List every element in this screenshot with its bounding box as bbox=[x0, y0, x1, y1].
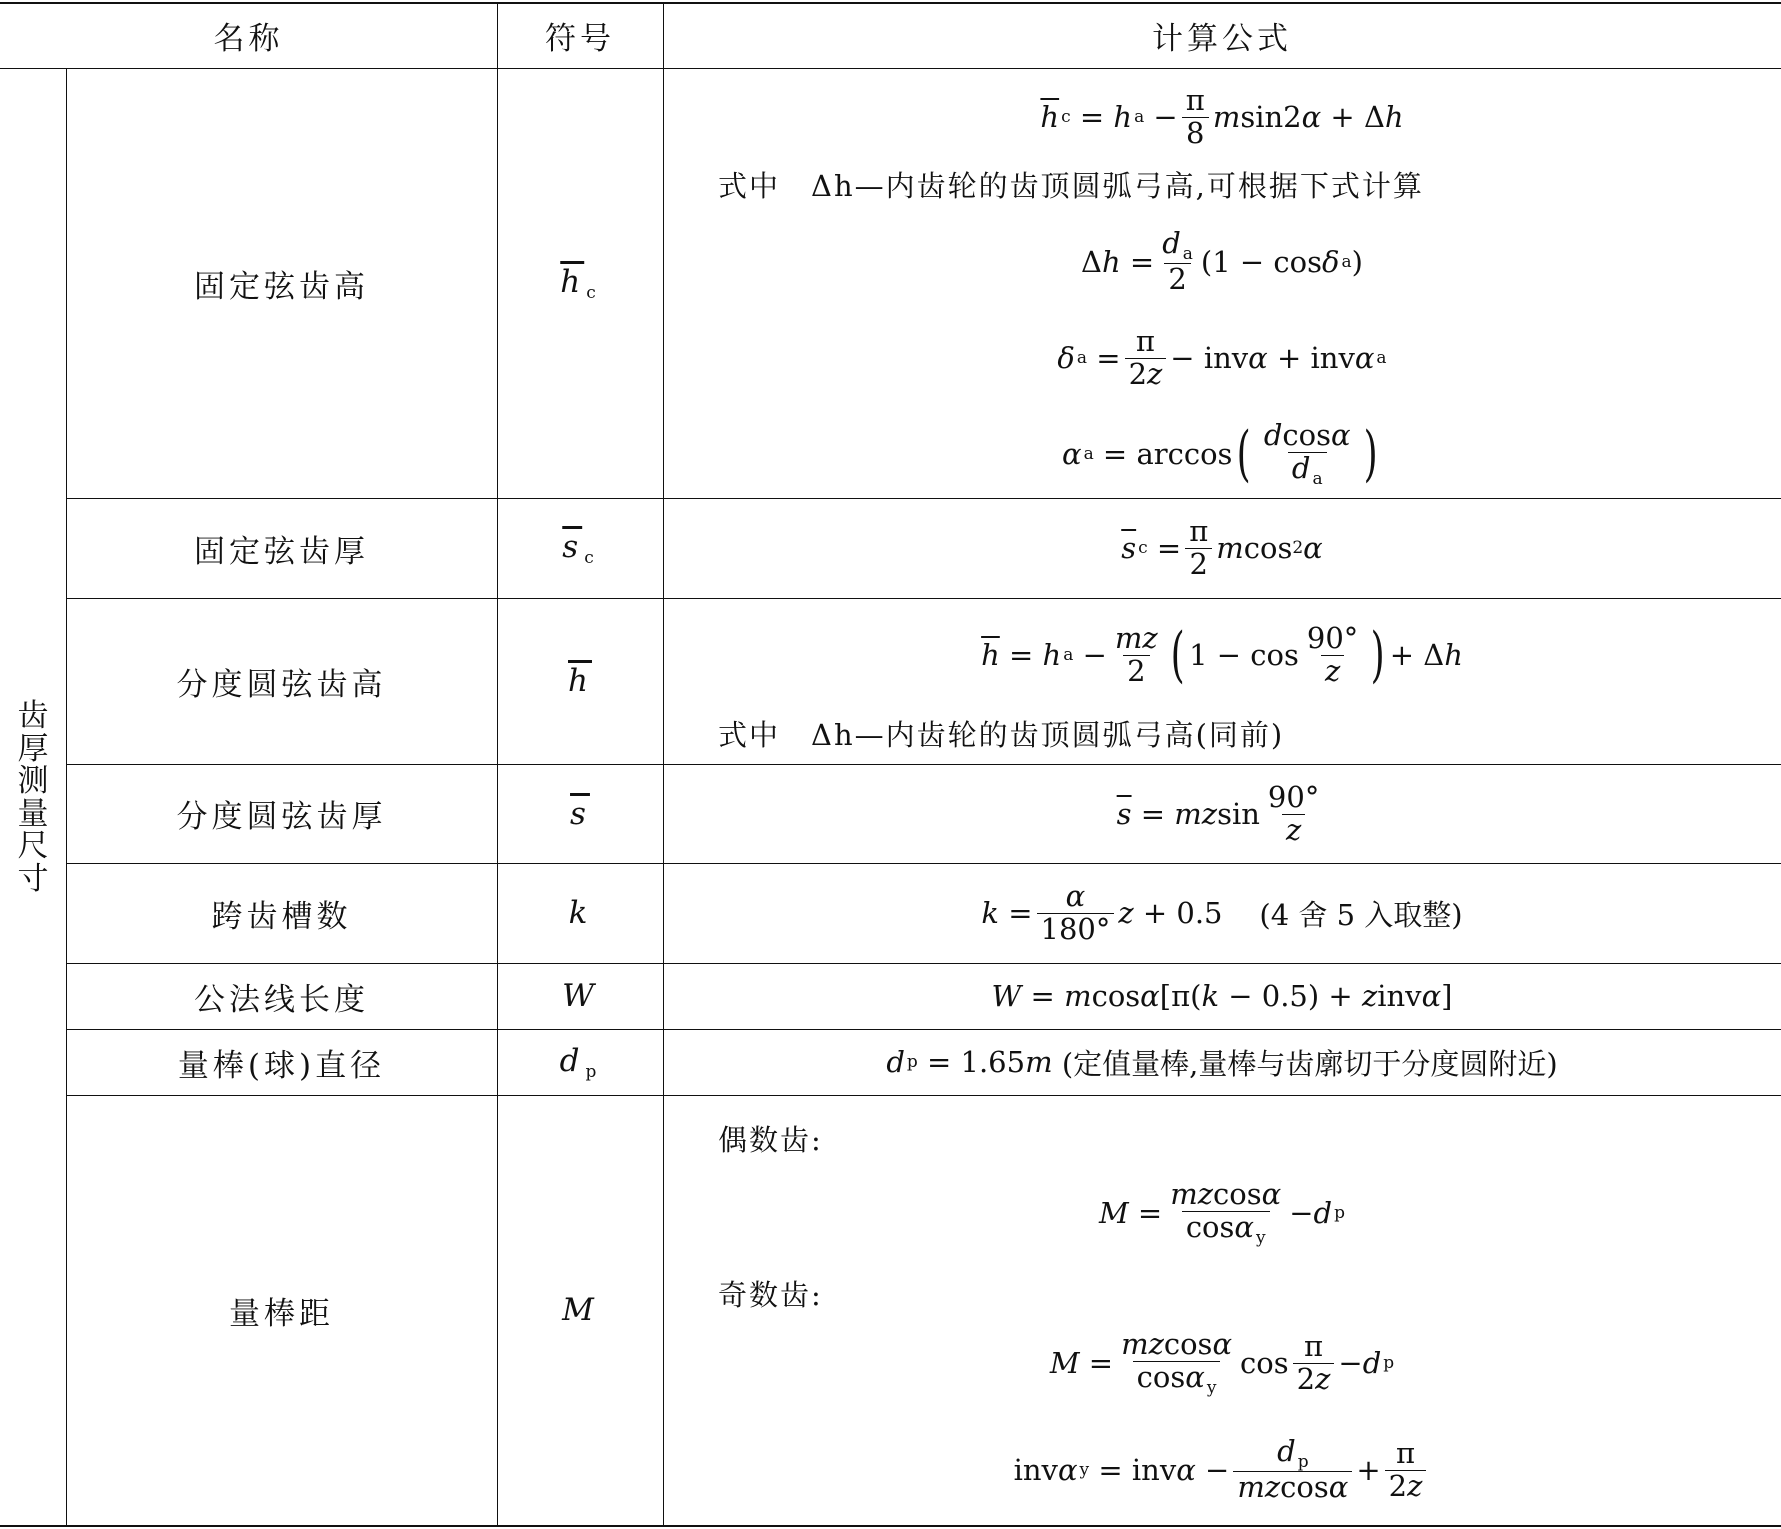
formula-delta-a: δ a = $\frac{\pi}{2z}$ − inv α + inv α a bbox=[1057, 323, 1387, 391]
formula-delta-h: Δ h = $\frac{d _a}{2}$ (1 − cos δ a ) bbox=[1081, 225, 1363, 297]
formula-note: 式中 Δh—内齿轮的齿顶圆弧弓高(同前) bbox=[718, 718, 1285, 752]
row-name: 固定弦齿厚 bbox=[194, 533, 369, 570]
formula-m-even: M = $\frac{mzcos\alpha}{\cos\alpha _y}$ − d p bbox=[1099, 1176, 1345, 1248]
header-symbol: 符号 bbox=[545, 20, 615, 57]
group-label-char: 厚 bbox=[17, 730, 49, 767]
table-bottom-rule bbox=[0, 1525, 1781, 1527]
row-name: 公法线长度 bbox=[194, 981, 369, 1018]
group-label-char: 寸 bbox=[17, 860, 49, 897]
row-symbol: $\overline{s}$ $_c$ bbox=[562, 528, 598, 568]
row-symbol: $\overline{s}$ bbox=[570, 795, 590, 832]
row-name: 跨齿槽数 bbox=[211, 898, 352, 935]
formula-w: W = m cos α [π( k − 0.5) + z inv α ] bbox=[991, 979, 1453, 1013]
formula-sc: $\overline{s}$ c = $\frac{\pi}{2}$ m cos 2 α bbox=[1121, 513, 1323, 581]
formula-inv-alpha-y: inv α y = inv α − $\frac{d _p}{mzcos\alpha}$ + $\frac{\pi}{2z}$ bbox=[663, 1425, 1781, 1515]
header-name: 名称 bbox=[213, 20, 284, 57]
formula-m-odd: M = $\frac{mzcos\alpha}{\cos\alpha _y}$ cos $\frac{\pi}{2z}$ − d p bbox=[1049, 1326, 1395, 1398]
formula-dp: d p = 1.65 m (定值量棒,量棒与齿廓切于分度圆附近) bbox=[663, 1029, 1781, 1095]
group-label bbox=[0, 700, 66, 895]
row-symbol: $\overline{h}$ bbox=[568, 663, 592, 699]
formula-note: 奇数齿: bbox=[718, 1278, 823, 1312]
group-label-char: 量 bbox=[17, 795, 49, 832]
row-name: 量棒(球)直径 bbox=[177, 1047, 386, 1084]
formula-note: 偶数齿: bbox=[718, 1123, 823, 1157]
formula-note: 式中 Δh—内齿轮的齿顶圆弧弓高,可根据下式计算 bbox=[718, 169, 1424, 203]
formula-h: $\overline{h}$ = h a − $\frac{mz}{2}$ ( 1 − cos $\frac{90^\circ}{z}$ ) + Δ h bbox=[981, 620, 1463, 690]
row-name: 分度圆弦齿厚 bbox=[176, 799, 387, 835]
row-name: 量棒距 bbox=[229, 1295, 334, 1332]
group-label-char: 尺 bbox=[17, 828, 49, 865]
group-label-char: 测 bbox=[17, 763, 49, 800]
row-symbol: d $_p$ bbox=[559, 1042, 601, 1082]
formula-note: (定值量棒,量棒与齿廓切于分度圆附近) bbox=[1061, 1046, 1558, 1081]
row-symbol: W bbox=[562, 978, 598, 1014]
row-name: 分度圆弦齿高 bbox=[176, 666, 387, 703]
formula-k: k = $\frac{\alpha}{180^\circ}$ z + 0.5 (4 舍 5 入取整) bbox=[981, 878, 1463, 946]
formula-alpha-a: α a = arccos ( $\frac{dcos\alpha}{d _a}$ ) bbox=[1061, 417, 1378, 489]
group-label-char: 齿 bbox=[17, 698, 49, 734]
row-symbol: M bbox=[562, 1292, 598, 1328]
row-name: 固定弦齿高 bbox=[194, 268, 369, 305]
formula-note: (4 舍 5 入取整) bbox=[1259, 897, 1463, 932]
formula-s: $\overline{s}$ = mz sin $\frac{90^\circ}{z}$ bbox=[1116, 779, 1320, 847]
row-symbol: $\overline{h}$ $_c$ bbox=[560, 263, 600, 303]
row-symbol: k bbox=[568, 895, 592, 931]
formula-hc: $\overline{h}$ c = h a − $\frac{\pi}{8}$ m sin2 α + Δ h bbox=[1040, 82, 1404, 150]
header-formula: 计算公式 bbox=[1152, 20, 1292, 57]
